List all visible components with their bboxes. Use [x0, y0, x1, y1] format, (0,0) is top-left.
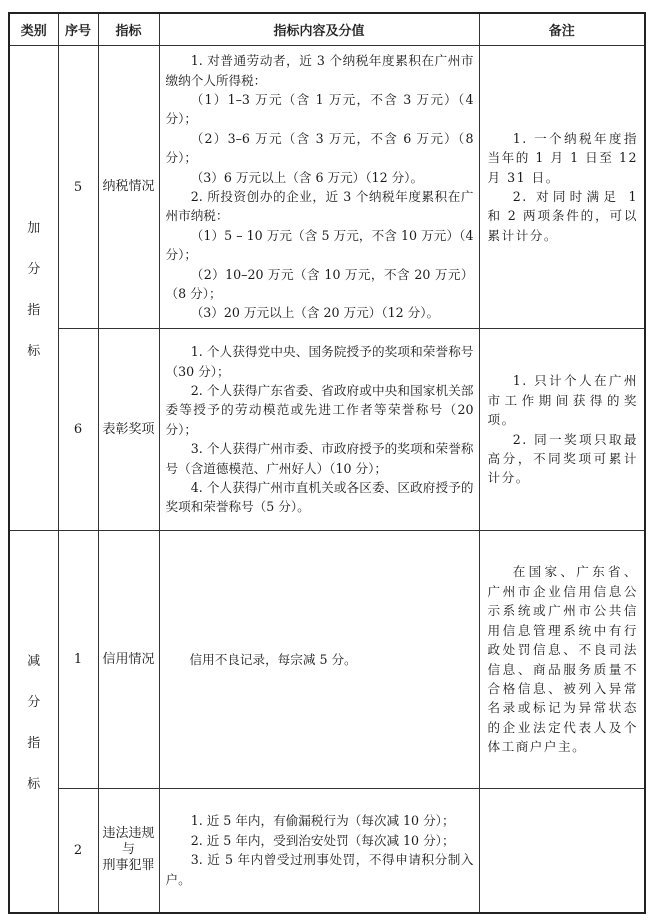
points-criteria-table — [8, 12, 646, 914]
table-row — [9, 789, 645, 913]
indicator-name: 表彰奖项 — [98, 329, 159, 531]
indicator-name: 违法违规 与 刑事犯罪 — [98, 789, 159, 913]
category-bonus: 加 分 指 标 — [9, 46, 58, 531]
indicator-name: 信用情况 — [98, 531, 159, 789]
row-number: 5 — [58, 46, 98, 329]
header-note: 备注 — [479, 13, 645, 46]
note-cell: 1. 只计个人在广州市工作期间获得的奖项。 2. 同一奖项只取最高分，不同奖项可累计计分。 — [479, 329, 645, 531]
note-cell-empty — [479, 789, 645, 913]
indicator-name: 纳税情况 — [98, 46, 159, 329]
table-row — [9, 46, 645, 329]
table-row — [9, 531, 645, 789]
note-cell: 1. 一个纳税年度指当年的 1 月 1 日至 12 月 31 日。 2. 对同时满足 1 和 2 两项条件的，可以累计计分。 — [479, 46, 645, 329]
row-number: 1 — [58, 531, 98, 789]
row-number: 6 — [58, 329, 98, 531]
indicator-content: 1. 对普通劳动者，近 3 个纳税年度累积在广州市缴纳个人所得税： （1）1–3 万元（含 1 万元，不含 3 万元）（4 分）； （2）3–6 万元（含 3 万元，不含 6 万元）（8 分）； （3）6 万元以上（含 6 万元）（12 分）。 2. 所投资创办的企业，近 3 个纳税年度累积在广州市纳税： （1）5 – 10 万元（含 5 万元，不含 10 万元）（4 分）； （2）10–20 万元（含 10 万元，不含 20 万元）（8 分）； （3）20 万元以上（含 20 万元）（12 分）。 — [159, 46, 479, 329]
indicator-content: 1. 个人获得党中央、国务院授予的奖项和荣誉称号（30 分）； 2. 个人获得广东省委、省政府或中央和国家机关部委等授予的劳动模范或先进工作者等荣誉称号（20 分）； 3. 个人获得广州市委、市政府授予的奖项和荣誉称号（含道德模范、广州好人）（10 分）； 4. 个人获得广州市直机关或各区委、区政府授予的奖项和荣誉称号（5 分）。 — [159, 329, 479, 531]
note-cell: 在国家、广东省、广州市企业信用信息公示系统或广州市公共信用信息管理系统中有行政处罚信息、不良司法信息、商品服务质量不合格信息、被列入异常名录或标记为异常状态的企业法定代表人及个体工商户户主。 — [479, 531, 645, 789]
header-content: 指标内容及分值 — [159, 13, 479, 46]
row-number: 2 — [58, 789, 98, 913]
header-indicator: 指标 — [98, 13, 159, 46]
header-number: 序号 — [58, 13, 98, 46]
indicator-content: 1. 近 5 年内，有偷漏税行为（每次减 10 分）； 2. 近 5 年内，受到治安处罚（每次减 10 分）； 3. 近 5 年内曾受过刑事处罚，不得申请积分制入户。 — [159, 789, 479, 913]
indicator-content: 信用不良记录，每宗减 5 分。 — [159, 531, 479, 789]
category-deduction: 减 分 指 标 — [9, 531, 58, 913]
header-category: 类别 — [9, 13, 58, 46]
header-row — [9, 13, 645, 46]
table-row — [9, 329, 645, 531]
